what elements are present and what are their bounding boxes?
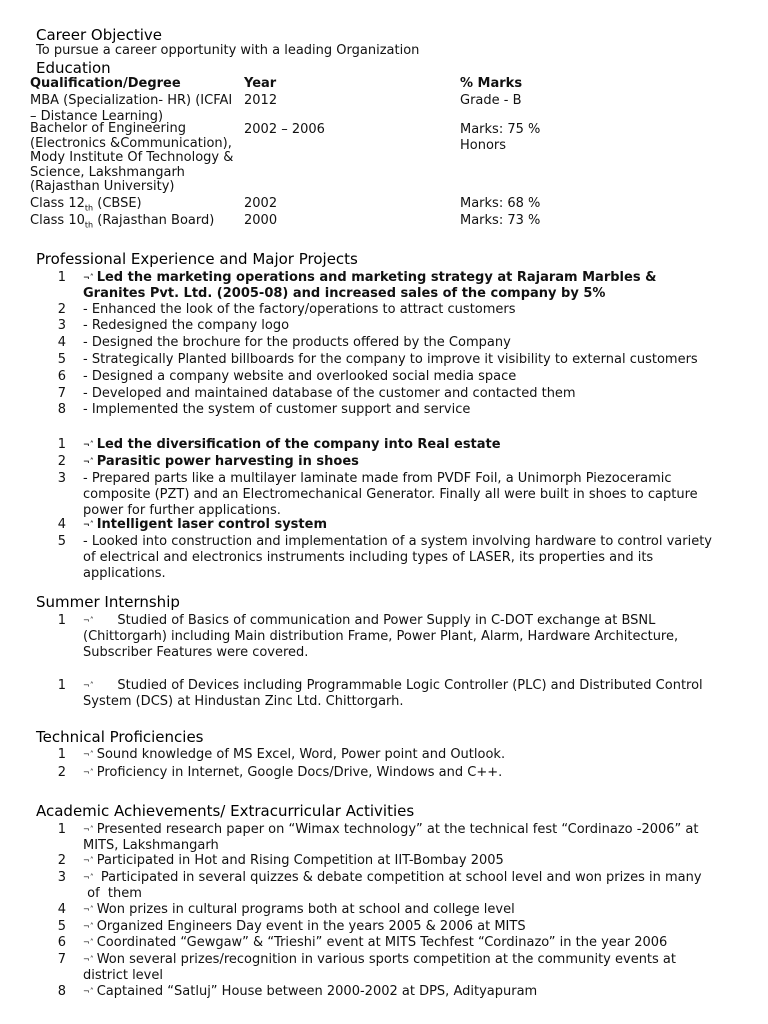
list-number: 2 <box>57 454 66 469</box>
career-objective-heading: Career Objective <box>36 26 163 44</box>
list-item: ¬˄ Parasitic power harvesting in shoes <box>83 454 359 469</box>
list-number: 4 <box>57 335 66 350</box>
education-col-marks: % Marks <box>460 76 523 91</box>
technical-heading: Technical Proficiencies <box>36 728 204 746</box>
bullet-icon: ¬˄ <box>83 457 94 466</box>
internship-heading: Summer Internship <box>36 593 180 611</box>
list-number: 1 <box>57 437 66 452</box>
list-item: - Implemented the system of customer support and service <box>83 402 471 417</box>
list-item: - Enhanced the look of the factory/operations to attract customers <box>83 302 516 317</box>
list-number: 1 <box>57 747 66 762</box>
academic-heading: Academic Achievements/ Extracurricular Activities <box>36 802 415 820</box>
list-item: ¬˄ Organized Engineers Day event in the years 2005 & 2006 at MITS <box>83 919 526 934</box>
education-heading: Education <box>36 59 111 77</box>
bullet-icon: ¬˄ <box>83 905 94 914</box>
list-item: - Developed and maintained database of the customer and contacted them <box>83 386 576 401</box>
education-row-4-marks: Marks: 73 % <box>460 213 541 228</box>
bullet-icon: ¬˄ <box>83 922 94 931</box>
bullet-icon: ¬˄ <box>83 856 94 865</box>
list-item: ¬˄ Coordinated “Gewgaw” & “Trieshi” event at MITS Techfest “Cordinazo” in the year 2006 <box>83 935 668 950</box>
list-number: 4 <box>57 517 66 532</box>
experience-heading: Professional Experience and Major Projects <box>36 250 358 268</box>
education-row-3-qualification: Class $12_{th}$ (CBSE) <box>30 196 142 213</box>
list-item: ¬˄ Participated in several quizzes & debate competition at school level and won prizes in many of them <box>83 870 702 901</box>
list-item: ¬˄ Led the marketing operations and marketing strategy at Rajaram Marbles & Granites Pvt. Ltd. (2005-08) and increased sales of the company by 5% <box>83 270 657 301</box>
list-number: 4 <box>57 902 66 917</box>
education-row-3-marks: Marks: 68 % <box>460 196 541 211</box>
list-number: 2 <box>57 765 66 780</box>
education-row-2-marks: Marks: 75 % Honors <box>460 122 541 153</box>
bullet-icon: ¬˄ <box>83 681 94 690</box>
list-item: - Designed a company website and overlooked social media space <box>83 369 517 384</box>
list-number: 6 <box>57 369 66 384</box>
education-row-2-year: 2002 – 2006 <box>244 122 325 137</box>
list-number: 5 <box>57 534 66 549</box>
list-number: 5 <box>57 352 66 367</box>
bullet-icon: ¬˄ <box>83 938 94 947</box>
list-number: 3 <box>57 870 66 885</box>
education-row-4-qualification: Class $10_{th}$ (Rajasthan Board) <box>30 213 215 230</box>
list-item: ¬˄ Proficiency in Internet, Google Docs/Drive, Windows and C++. <box>83 765 503 780</box>
list-item: - Prepared parts like a multilayer laminate made from PVDF Foil, a Unimorph Piezoceramic composite (PZT) and an Electromechanical Generator. Finally all were built in shoes to capture power for further applications. <box>83 471 698 518</box>
education-row-3-year: 2002 <box>244 196 278 211</box>
bullet-icon: ¬˄ <box>83 440 94 449</box>
bullet-icon: ¬˄ <box>83 520 94 529</box>
list-item: - Designed the brochure for the products offered by the Company <box>83 335 511 350</box>
bullet-icon: ¬˄ <box>83 273 94 282</box>
list-item: ¬˄ Studied of Basics of communication and Power Supply in C-DOT exchange at BSNL (Chittorgarh) including Main distribution Frame, Power Plant, Alarm, Hardware Architecture, Subscriber Features were covered. <box>83 613 679 660</box>
list-number: 8 <box>57 402 66 417</box>
education-row-2-qualification: Bachelor of Engineering (Electronics &Communication), Mody Institute Of Technology & Science, Lakshmangarh (Rajasthan University) <box>30 121 234 194</box>
bullet-icon: ¬˄ <box>83 616 94 625</box>
list-item: ¬˄ Won prizes in cultural programs both at school and college level <box>83 902 515 917</box>
list-item: ¬˄ Won several prizes/recognition in various sports competition at the community events at district level <box>83 952 676 983</box>
list-item: - Looked into construction and implementation of a system involving hardware to control variety of electrical and electronics instruments including types of LASER, its properties and its applications. <box>83 534 713 581</box>
list-item: - Redesigned the company logo <box>83 318 290 333</box>
education-row-1-qualification: MBA (Specialization- HR) (ICFAI – Distance Learning) <box>30 93 233 124</box>
list-number: 7 <box>57 952 66 967</box>
education-row-1-year: 2012 <box>244 93 278 108</box>
bullet-icon: ¬˄ <box>83 873 94 882</box>
list-item: ¬˄ Participated in Hot and Rising Competition at IIT-Bombay 2005 <box>83 853 504 868</box>
list-number: 6 <box>57 935 66 950</box>
education-row-4-year: 2000 <box>244 213 278 228</box>
list-item: ¬˄ Sound knowledge of MS Excel, Word, Power point and Outlook. <box>83 747 506 762</box>
bullet-icon: ¬˄ <box>83 768 94 777</box>
list-number: 8 <box>57 984 66 999</box>
education-col-qualification: Qualification/Degree <box>30 76 181 91</box>
career-objective-text: To pursue a career opportunity with a leading Organization <box>36 43 420 58</box>
list-item: ¬˄ Presented research paper on “Wimax technology” at the technical fest “Cordinazo -2006” at MITS, Lakshmangarh <box>83 822 699 853</box>
bullet-icon: ¬˄ <box>83 955 94 964</box>
list-number: 1 <box>57 270 66 285</box>
list-number: 1 <box>57 822 66 837</box>
list-number: 2 <box>57 853 66 868</box>
list-number: 1 <box>57 613 66 628</box>
list-number: 2 <box>57 302 66 317</box>
list-number: 5 <box>57 919 66 934</box>
list-item: ¬˄ Led the diversification of the company into Real estate <box>83 437 501 452</box>
education-row-1-marks: Grade - B <box>460 93 522 108</box>
list-item: - Strategically Planted billboards for the company to improve it visibility to external customers <box>83 352 698 367</box>
list-number: 1 <box>57 678 66 693</box>
list-number: 3 <box>57 318 66 333</box>
list-item: ¬˄ Intelligent laser control system <box>83 517 327 532</box>
list-number: 3 <box>57 471 66 486</box>
education-col-year: Year <box>244 76 277 91</box>
bullet-icon: ¬˄ <box>83 987 94 996</box>
list-number: 7 <box>57 386 66 401</box>
list-item: ¬˄ Studied of Devices including Programmable Logic Controller (PLC) and Distributed Control System (DCS) at Hindustan Zinc Ltd. Chittorgarh. <box>83 678 703 709</box>
bullet-icon: ¬˄ <box>83 750 94 759</box>
list-item: ¬˄ Captained “Satluj” House between 2000-2002 at DPS, Adityapuram <box>83 984 538 999</box>
bullet-icon: ¬˄ <box>83 825 94 834</box>
